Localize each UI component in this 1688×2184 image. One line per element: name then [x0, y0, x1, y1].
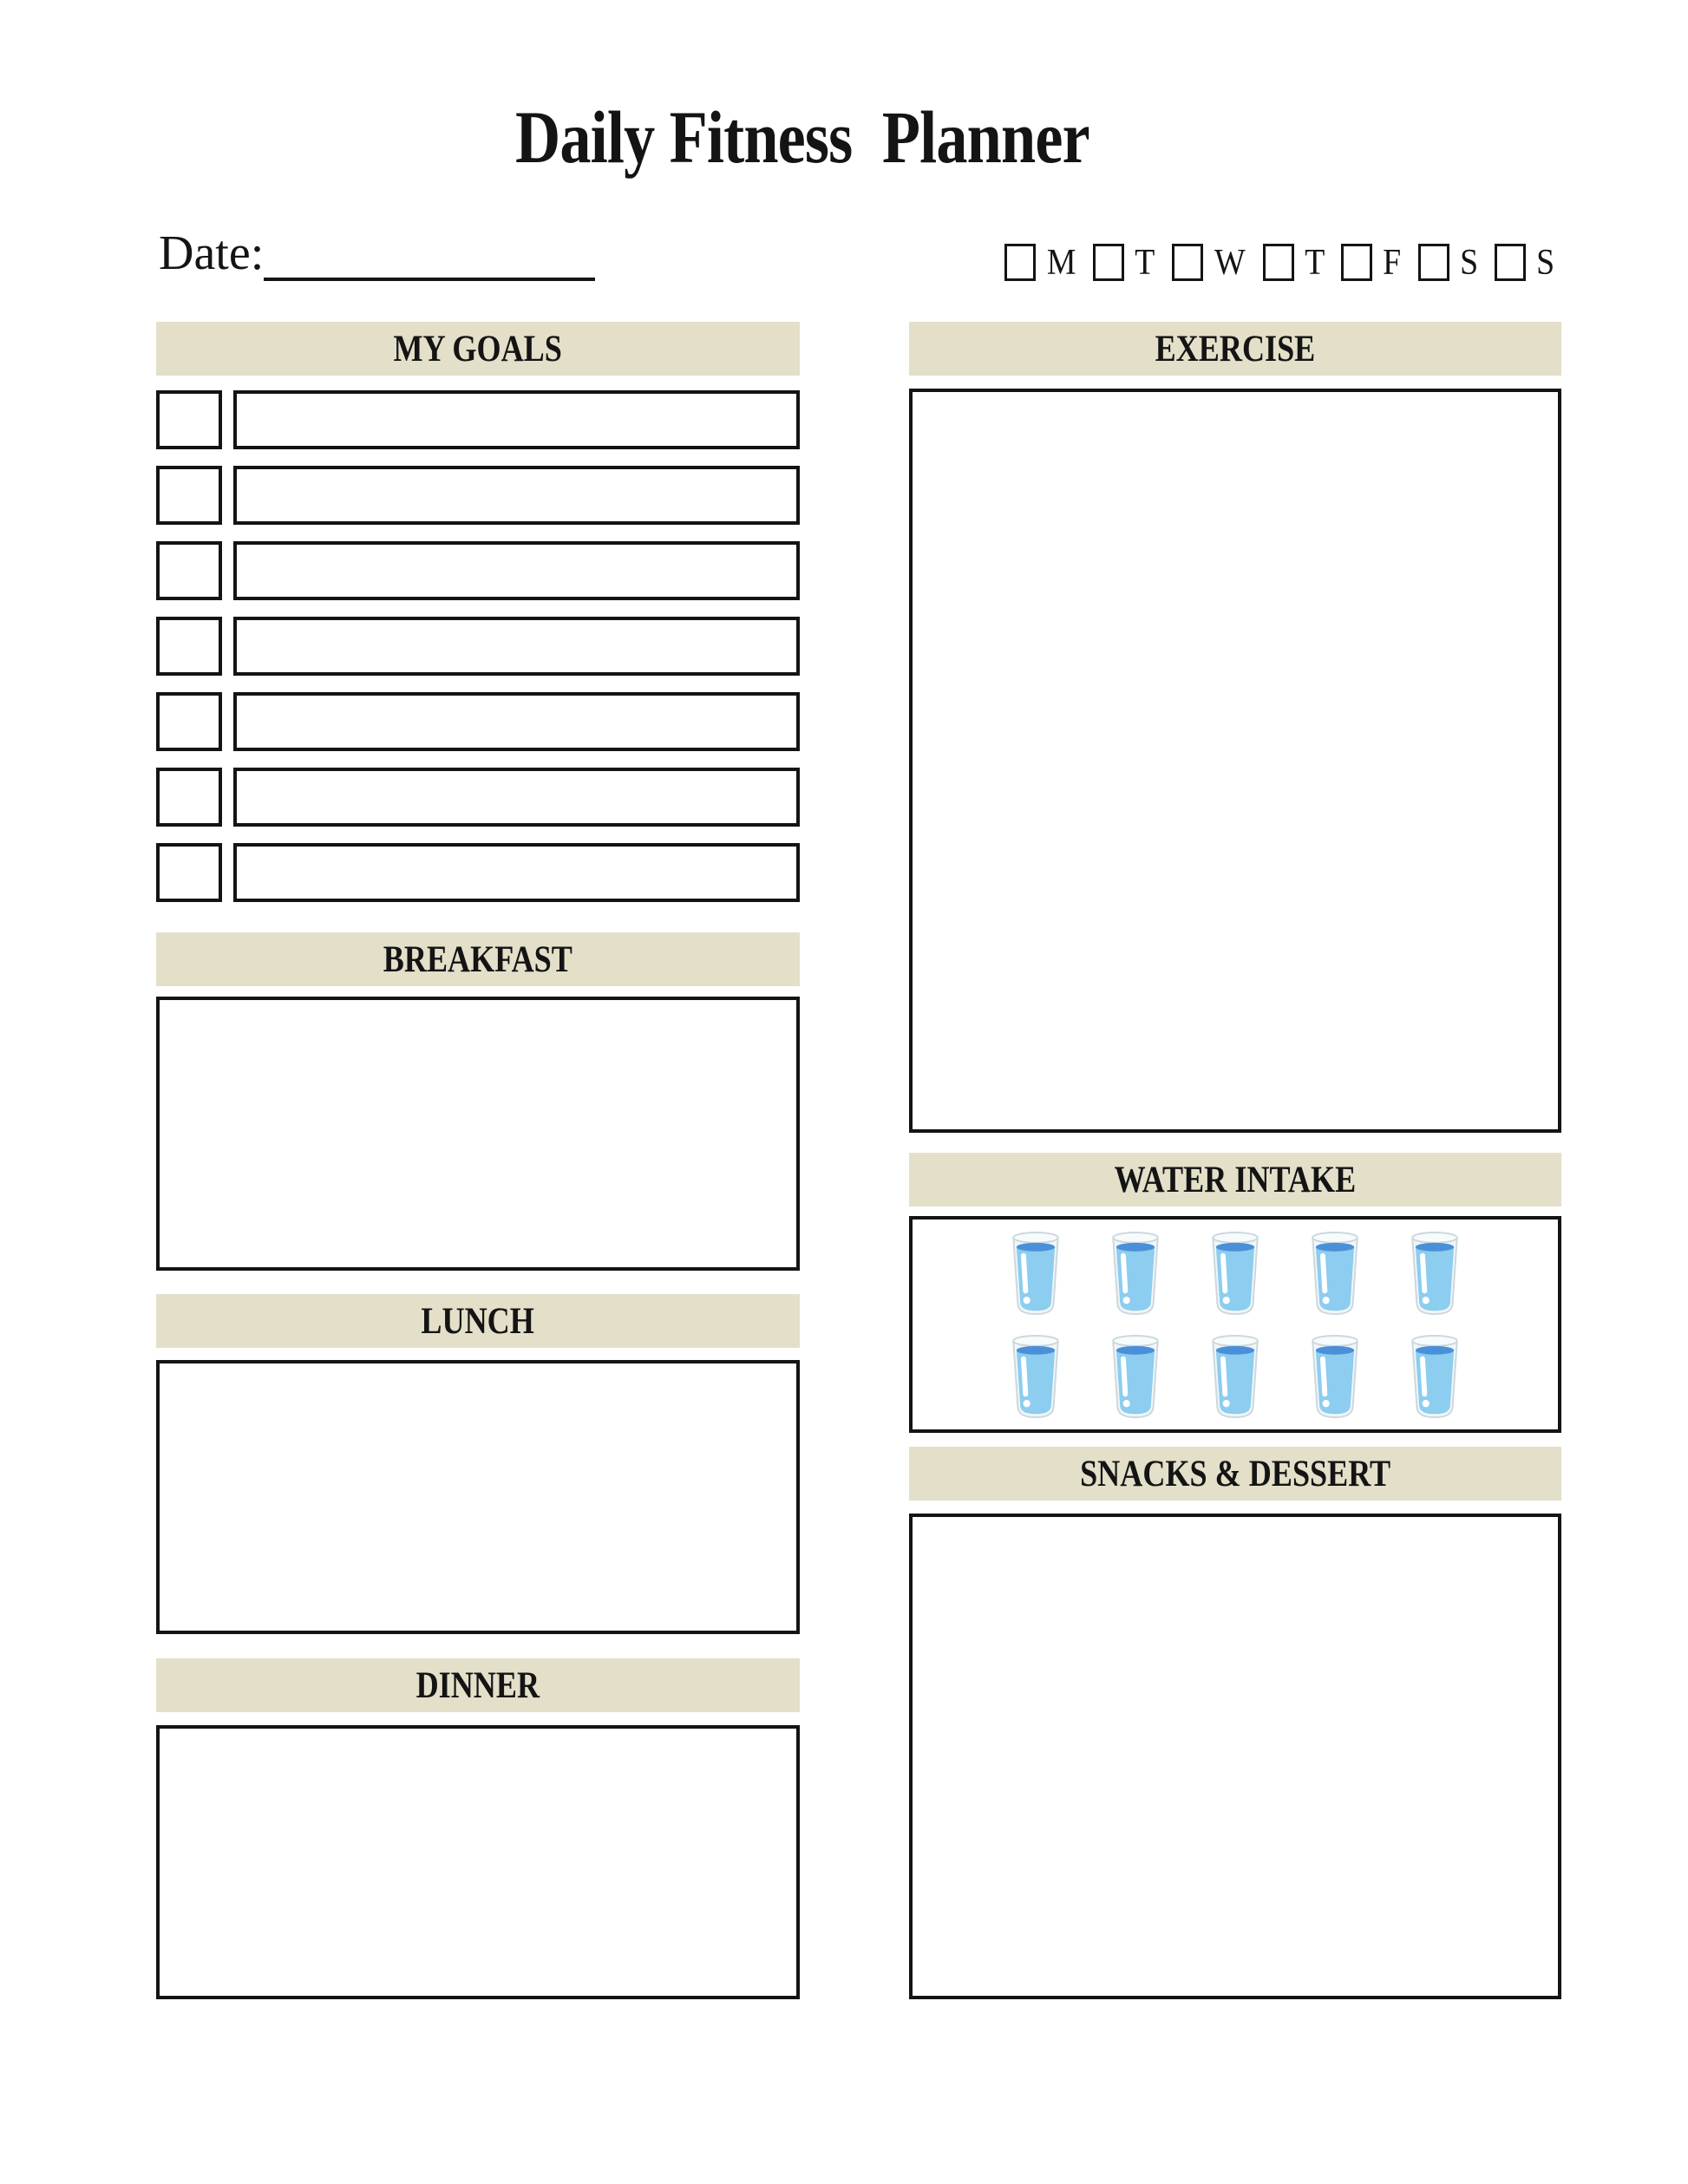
dinner-header — [156, 1658, 800, 1712]
day-label-wednesday: W — [1214, 242, 1246, 283]
goal-checkbox[interactable] — [156, 541, 222, 600]
water-glass-icon[interactable] — [1408, 1333, 1462, 1419]
snacks-dessert-header-text: SNACKS & DESSERT — [1079, 1453, 1391, 1494]
day-label-tuesday: T — [1135, 242, 1155, 283]
goal-checkbox[interactable] — [156, 843, 222, 902]
day-checkbox-sunday[interactable] — [1495, 244, 1526, 281]
day-label-sunday: S — [1536, 242, 1555, 283]
exercise-notes-area[interactable] — [909, 389, 1561, 1133]
date-row — [159, 227, 595, 281]
goal-checkbox[interactable] — [156, 466, 222, 525]
weekday-tuesday — [1093, 244, 1156, 281]
goal-row — [156, 843, 800, 902]
water-glass-row — [909, 1333, 1561, 1419]
page-title — [0, 94, 1605, 180]
day-checkbox-friday[interactable] — [1341, 244, 1372, 281]
snacks-dessert-notes-area[interactable] — [909, 1514, 1561, 1999]
day-label-monday: M — [1046, 242, 1076, 283]
goal-input-field[interactable] — [233, 541, 800, 600]
goal-row — [156, 390, 800, 449]
water-glass-icon[interactable] — [1408, 1230, 1462, 1316]
lunch-header-text: LUNCH — [421, 1300, 535, 1342]
lunch-header — [156, 1294, 800, 1348]
weekday-monday — [1004, 244, 1077, 281]
weekday-saturday — [1418, 244, 1479, 281]
goal-row — [156, 617, 800, 676]
water-glass-icon[interactable] — [1009, 1333, 1063, 1419]
goal-input-field[interactable] — [233, 768, 800, 827]
weekday-sunday — [1495, 244, 1555, 281]
day-checkbox-monday[interactable] — [1004, 244, 1036, 281]
weekday-thursday — [1263, 244, 1326, 281]
breakfast-header — [156, 932, 800, 986]
day-label-thursday: T — [1304, 242, 1325, 283]
goal-row — [156, 541, 800, 600]
my-goals-header — [156, 322, 800, 376]
water-glass-row — [909, 1230, 1561, 1316]
water-glass-icon[interactable] — [1109, 1230, 1162, 1316]
day-checkbox-thursday[interactable] — [1263, 244, 1294, 281]
water-glass-icon[interactable] — [1308, 1230, 1362, 1316]
breakfast-notes-area[interactable] — [156, 997, 800, 1271]
goal-input-field[interactable] — [233, 466, 800, 525]
goal-input-field[interactable] — [233, 692, 800, 751]
lunch-notes-area[interactable] — [156, 1360, 800, 1634]
goal-checkbox[interactable] — [156, 617, 222, 676]
day-checkbox-wednesday[interactable] — [1172, 244, 1203, 281]
goal-checkbox[interactable] — [156, 768, 222, 827]
page-title-text: Daily Fitness Planner — [515, 95, 1089, 179]
water-glass-icon[interactable] — [1208, 1333, 1262, 1419]
snacks-dessert-header — [909, 1447, 1561, 1501]
day-checkbox-saturday[interactable] — [1418, 244, 1449, 281]
water-glass-icon[interactable] — [1308, 1333, 1362, 1419]
goal-input-field[interactable] — [233, 390, 800, 449]
goal-row — [156, 466, 800, 525]
water-intake-header-text: WATER INTAKE — [1114, 1159, 1357, 1200]
day-label-friday: F — [1383, 242, 1402, 283]
water-glass-icon[interactable] — [1109, 1333, 1162, 1419]
weekday-wednesday — [1172, 244, 1247, 281]
goal-row — [156, 768, 800, 827]
goals-list — [156, 390, 800, 902]
exercise-header-text: EXERCISE — [1155, 328, 1316, 369]
water-intake-header — [909, 1153, 1561, 1206]
goal-checkbox[interactable] — [156, 390, 222, 449]
dinner-header-text: DINNER — [415, 1664, 540, 1706]
water-glass-grid — [909, 1216, 1561, 1433]
day-checkbox-tuesday[interactable] — [1093, 244, 1124, 281]
my-goals-header-text: MY GOALS — [393, 328, 563, 369]
water-glass-icon[interactable] — [1208, 1230, 1262, 1316]
dinner-notes-area[interactable] — [156, 1725, 800, 1999]
weekday-selector — [1004, 244, 1555, 281]
weekday-friday — [1341, 244, 1402, 281]
goal-checkbox[interactable] — [156, 692, 222, 751]
day-label-saturday: S — [1459, 242, 1478, 283]
exercise-header — [909, 322, 1561, 376]
date-label: Date: — [159, 226, 265, 280]
date-input-line[interactable] — [264, 232, 595, 281]
goal-input-field[interactable] — [233, 617, 800, 676]
goal-input-field[interactable] — [233, 843, 800, 902]
water-glass-icon[interactable] — [1009, 1230, 1063, 1316]
breakfast-header-text: BREAKFAST — [383, 938, 573, 980]
goal-row — [156, 692, 800, 751]
